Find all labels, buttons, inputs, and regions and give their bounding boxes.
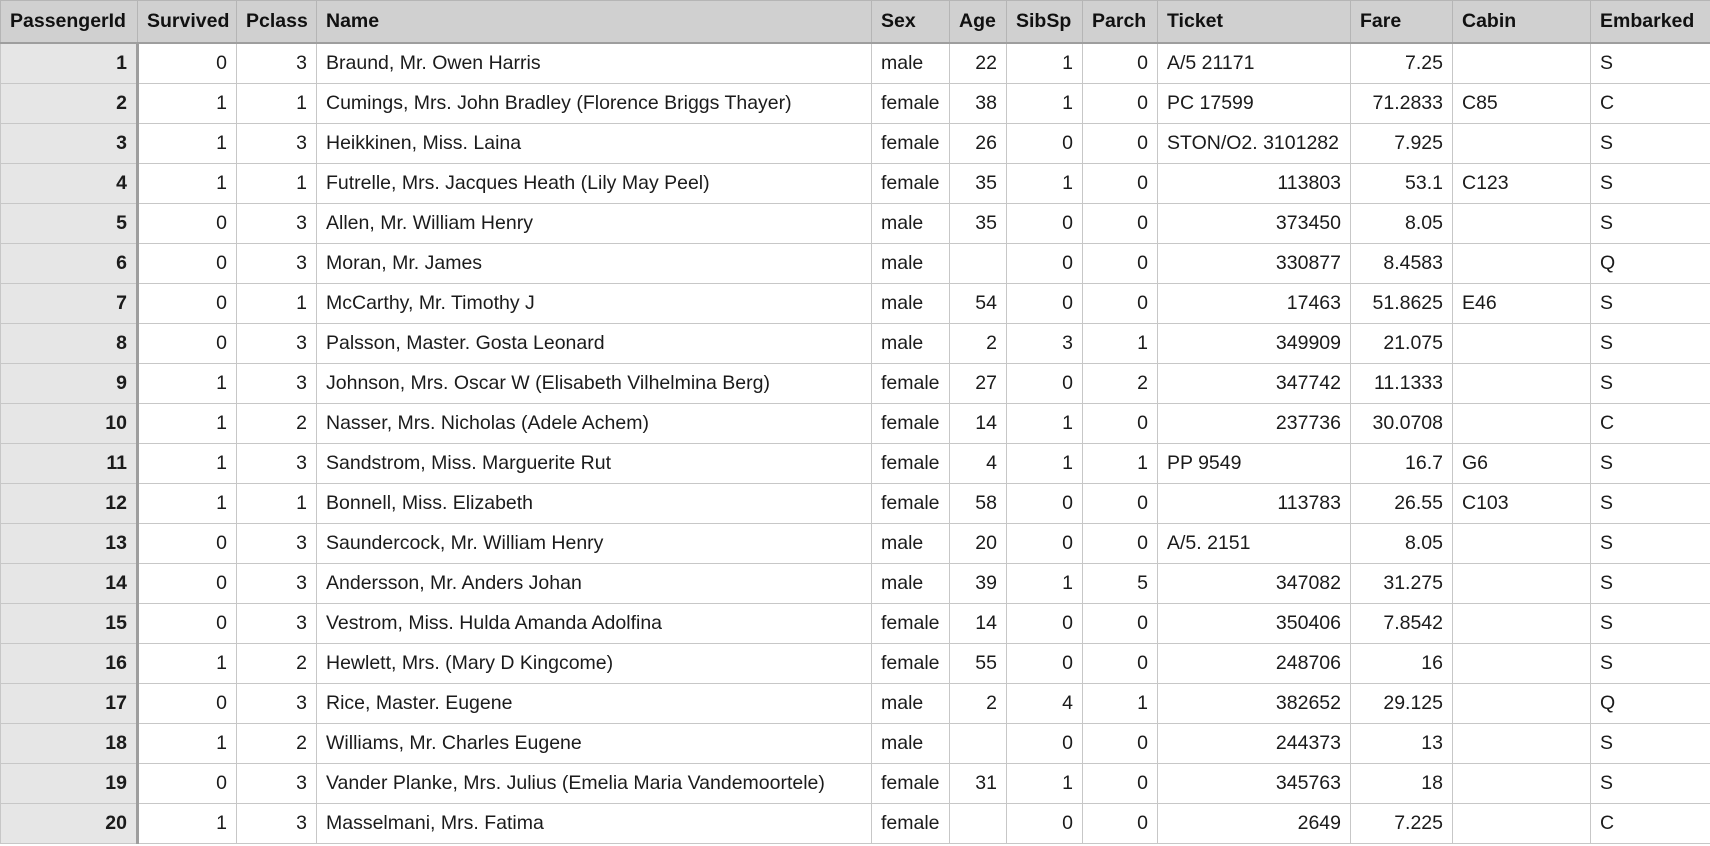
row-header-cell[interactable]: 6 <box>1 244 138 284</box>
cell-parch[interactable]: 0 <box>1083 484 1158 524</box>
cell-embarked[interactable]: S <box>1591 364 1710 404</box>
cell-fare[interactable]: 7.225 <box>1351 804 1453 844</box>
row-header-cell[interactable]: 13 <box>1 524 138 564</box>
cell-fare[interactable]: 30.0708 <box>1351 404 1453 444</box>
cell-parch[interactable]: 0 <box>1083 43 1158 84</box>
cell-sibsp[interactable]: 0 <box>1007 524 1083 564</box>
cell-embarked[interactable]: S <box>1591 724 1710 764</box>
cell-pclass[interactable]: 1 <box>237 284 317 324</box>
row-header-cell[interactable]: 7 <box>1 284 138 324</box>
table-row <box>1 604 1710 644</box>
cell-name[interactable]: Cumings, Mrs. John Bradley (Florence Briggs Thayer) <box>317 84 872 124</box>
cell-fare[interactable]: 8.05 <box>1351 524 1453 564</box>
table-row <box>1 204 1710 244</box>
cell-sex[interactable]: female <box>872 164 950 204</box>
cell-fare[interactable]: 7.925 <box>1351 124 1453 164</box>
table-row <box>1 684 1710 724</box>
cell-sex[interactable]: male <box>872 564 950 604</box>
cell-pclass[interactable]: 3 <box>237 43 317 84</box>
row-header-cell[interactable]: 10 <box>1 404 138 444</box>
cell-age[interactable] <box>950 244 1007 284</box>
cell-ticket[interactable]: 244373 <box>1158 724 1351 764</box>
cell-embarked[interactable]: Q <box>1591 244 1710 284</box>
cell-sex[interactable]: female <box>872 604 950 644</box>
cell-survived[interactable]: 1 <box>138 124 237 164</box>
cell-embarked[interactable]: S <box>1591 43 1710 84</box>
cell-pclass[interactable]: 3 <box>237 444 317 484</box>
cell-embarked[interactable]: S <box>1591 124 1710 164</box>
cell-survived[interactable]: 0 <box>138 564 237 604</box>
cell-fare[interactable]: 18 <box>1351 764 1453 804</box>
cell-sex[interactable]: female <box>872 484 950 524</box>
cell-fare[interactable]: 53.1 <box>1351 164 1453 204</box>
cell-sex[interactable]: male <box>872 324 950 364</box>
cell-sex[interactable]: male <box>872 524 950 564</box>
cell-name[interactable]: Vestrom, Miss. Hulda Amanda Adolfina <box>317 604 872 644</box>
cell-parch[interactable]: 0 <box>1083 84 1158 124</box>
cell-name[interactable]: Braund, Mr. Owen Harris <box>317 43 872 84</box>
row-header-cell[interactable]: 2 <box>1 84 138 124</box>
cell-cabin[interactable] <box>1453 324 1591 364</box>
cell-pclass[interactable]: 2 <box>237 644 317 684</box>
cell-cabin[interactable] <box>1453 604 1591 644</box>
cell-name[interactable]: Palsson, Master. Gosta Leonard <box>317 324 872 364</box>
row-header-cell[interactable]: 19 <box>1 764 138 804</box>
cell-age[interactable]: 55 <box>950 644 1007 684</box>
table-row <box>1 284 1710 324</box>
cell-age[interactable]: 20 <box>950 524 1007 564</box>
cell-sibsp[interactable]: 0 <box>1007 204 1083 244</box>
cell-sex[interactable]: female <box>872 84 950 124</box>
row-header-cell[interactable]: 16 <box>1 644 138 684</box>
cell-fare[interactable]: 8.4583 <box>1351 244 1453 284</box>
cell-age[interactable]: 2 <box>950 684 1007 724</box>
cell-cabin[interactable] <box>1453 564 1591 604</box>
cell-survived[interactable]: 0 <box>138 764 237 804</box>
cell-survived[interactable]: 1 <box>138 404 237 444</box>
cell-age[interactable]: 26 <box>950 124 1007 164</box>
table-row <box>1 124 1710 164</box>
row-header-cell[interactable]: 14 <box>1 564 138 604</box>
cell-parch[interactable]: 2 <box>1083 364 1158 404</box>
table-row <box>1 404 1710 444</box>
table-row <box>1 43 1710 84</box>
table-body <box>1 43 1710 844</box>
cell-ticket[interactable]: 113803 <box>1158 164 1351 204</box>
column-header-ticket[interactable]: Ticket <box>1158 1 1351 44</box>
cell-pclass[interactable]: 3 <box>237 564 317 604</box>
table-row <box>1 444 1710 484</box>
cell-cabin[interactable] <box>1453 43 1591 84</box>
cell-name[interactable]: Heikkinen, Miss. Laina <box>317 124 872 164</box>
cell-sex[interactable]: female <box>872 404 950 444</box>
cell-name[interactable]: Vander Planke, Mrs. Julius (Emelia Maria Vandemoortele) <box>317 764 872 804</box>
cell-embarked[interactable]: S <box>1591 444 1710 484</box>
cell-pclass[interactable]: 1 <box>237 164 317 204</box>
cell-ticket[interactable]: 248706 <box>1158 644 1351 684</box>
cell-fare[interactable]: 26.55 <box>1351 484 1453 524</box>
cell-cabin[interactable]: C85 <box>1453 84 1591 124</box>
cell-sex[interactable]: male <box>872 43 950 84</box>
cell-survived[interactable]: 0 <box>138 43 237 84</box>
cell-parch[interactable]: 5 <box>1083 564 1158 604</box>
cell-age[interactable]: 14 <box>950 604 1007 644</box>
cell-sex[interactable]: female <box>872 764 950 804</box>
cell-survived[interactable]: 0 <box>138 604 237 644</box>
cell-cabin[interactable] <box>1453 364 1591 404</box>
cell-pclass[interactable]: 3 <box>237 524 317 564</box>
cell-embarked[interactable]: S <box>1591 484 1710 524</box>
cell-sibsp[interactable]: 3 <box>1007 324 1083 364</box>
cell-name[interactable]: Saundercock, Mr. William Henry <box>317 524 872 564</box>
cell-sex[interactable]: male <box>872 684 950 724</box>
cell-parch[interactable]: 0 <box>1083 204 1158 244</box>
cell-cabin[interactable] <box>1453 724 1591 764</box>
cell-parch[interactable]: 0 <box>1083 124 1158 164</box>
cell-pclass[interactable]: 3 <box>237 124 317 164</box>
cell-ticket[interactable]: 373450 <box>1158 204 1351 244</box>
cell-sibsp[interactable]: 1 <box>1007 164 1083 204</box>
cell-fare[interactable]: 16 <box>1351 644 1453 684</box>
cell-pclass[interactable]: 3 <box>237 324 317 364</box>
cell-fare[interactable]: 29.125 <box>1351 684 1453 724</box>
cell-sibsp[interactable]: 1 <box>1007 84 1083 124</box>
cell-embarked[interactable]: S <box>1591 564 1710 604</box>
cell-pclass[interactable]: 2 <box>237 404 317 444</box>
cell-survived[interactable]: 1 <box>138 364 237 404</box>
header-row <box>1 1 1710 44</box>
cell-embarked[interactable]: S <box>1591 204 1710 244</box>
table-row <box>1 764 1710 804</box>
cell-survived[interactable]: 1 <box>138 444 237 484</box>
cell-survived[interactable]: 1 <box>138 84 237 124</box>
cell-embarked[interactable]: C <box>1591 804 1710 844</box>
cell-age[interactable] <box>950 724 1007 764</box>
cell-sex[interactable]: male <box>872 204 950 244</box>
cell-ticket[interactable]: PC 17599 <box>1158 84 1351 124</box>
cell-pclass[interactable]: 3 <box>237 684 317 724</box>
table-row <box>1 724 1710 764</box>
row-header-cell[interactable]: 17 <box>1 684 138 724</box>
column-header-sex[interactable]: Sex <box>872 1 950 44</box>
cell-name[interactable]: McCarthy, Mr. Timothy J <box>317 284 872 324</box>
cell-pclass[interactable]: 3 <box>237 604 317 644</box>
cell-sibsp[interactable]: 1 <box>1007 444 1083 484</box>
column-header-pclass[interactable]: Pclass <box>237 1 317 44</box>
cell-fare[interactable]: 31.275 <box>1351 564 1453 604</box>
cell-ticket[interactable]: STON/O2. 3101282 <box>1158 124 1351 164</box>
cell-pclass[interactable]: 3 <box>237 764 317 804</box>
cell-fare[interactable]: 71.2833 <box>1351 84 1453 124</box>
cell-sibsp[interactable]: 0 <box>1007 604 1083 644</box>
cell-ticket[interactable]: PP 9549 <box>1158 444 1351 484</box>
cell-name[interactable]: Allen, Mr. William Henry <box>317 204 872 244</box>
table-row <box>1 364 1710 404</box>
cell-pclass[interactable]: 3 <box>237 244 317 284</box>
cell-survived[interactable]: 0 <box>138 324 237 364</box>
cell-parch[interactable]: 1 <box>1083 444 1158 484</box>
cell-pclass[interactable]: 1 <box>237 84 317 124</box>
cell-embarked[interactable]: S <box>1591 324 1710 364</box>
cell-cabin[interactable] <box>1453 764 1591 804</box>
cell-survived[interactable]: 1 <box>138 724 237 764</box>
cell-ticket[interactable]: 347742 <box>1158 364 1351 404</box>
cell-survived[interactable]: 0 <box>138 204 237 244</box>
cell-survived[interactable]: 0 <box>138 244 237 284</box>
cell-sex[interactable]: male <box>872 724 950 764</box>
cell-name[interactable]: Sandstrom, Miss. Marguerite Rut <box>317 444 872 484</box>
cell-embarked[interactable]: S <box>1591 604 1710 644</box>
cell-sibsp[interactable]: 1 <box>1007 43 1083 84</box>
cell-embarked[interactable]: S <box>1591 524 1710 564</box>
column-header-sibsp[interactable]: SibSp <box>1007 1 1083 44</box>
cell-parch[interactable]: 0 <box>1083 164 1158 204</box>
table-row <box>1 644 1710 684</box>
cell-embarked[interactable]: C <box>1591 404 1710 444</box>
cell-embarked[interactable]: C <box>1591 84 1710 124</box>
cell-sibsp[interactable]: 0 <box>1007 484 1083 524</box>
column-header-name[interactable]: Name <box>317 1 872 44</box>
column-header-fare[interactable]: Fare <box>1351 1 1453 44</box>
cell-fare[interactable]: 7.8542 <box>1351 604 1453 644</box>
cell-embarked[interactable]: Q <box>1591 684 1710 724</box>
cell-name[interactable]: Hewlett, Mrs. (Mary D Kingcome) <box>317 644 872 684</box>
cell-cabin[interactable]: E46 <box>1453 284 1591 324</box>
cell-pclass[interactable]: 3 <box>237 364 317 404</box>
cell-name[interactable]: Futrelle, Mrs. Jacques Heath (Lily May Peel) <box>317 164 872 204</box>
cell-embarked[interactable]: S <box>1591 284 1710 324</box>
cell-cabin[interactable] <box>1453 804 1591 844</box>
table-row <box>1 84 1710 124</box>
cell-sibsp[interactable]: 4 <box>1007 684 1083 724</box>
cell-parch[interactable]: 1 <box>1083 324 1158 364</box>
table-row <box>1 564 1710 604</box>
cell-ticket[interactable]: 237736 <box>1158 404 1351 444</box>
row-header-cell[interactable]: 15 <box>1 604 138 644</box>
cell-ticket[interactable]: 2649 <box>1158 804 1351 844</box>
cell-parch[interactable]: 0 <box>1083 244 1158 284</box>
cell-age[interactable]: 58 <box>950 484 1007 524</box>
cell-pclass[interactable]: 2 <box>237 724 317 764</box>
cell-sibsp[interactable]: 0 <box>1007 644 1083 684</box>
cell-survived[interactable]: 0 <box>138 684 237 724</box>
cell-age[interactable]: 2 <box>950 324 1007 364</box>
cell-cabin[interactable] <box>1453 204 1591 244</box>
cell-sex[interactable]: male <box>872 284 950 324</box>
cell-age[interactable]: 14 <box>950 404 1007 444</box>
row-header-cell[interactable]: 9 <box>1 364 138 404</box>
cell-embarked[interactable]: S <box>1591 764 1710 804</box>
cell-parch[interactable]: 0 <box>1083 724 1158 764</box>
cell-name[interactable]: Johnson, Mrs. Oscar W (Elisabeth Vilhelmina Berg) <box>317 364 872 404</box>
cell-parch[interactable]: 0 <box>1083 804 1158 844</box>
cell-cabin[interactable]: C103 <box>1453 484 1591 524</box>
cell-cabin[interactable] <box>1453 244 1591 284</box>
row-header-cell[interactable]: 20 <box>1 804 138 844</box>
cell-sibsp[interactable]: 0 <box>1007 124 1083 164</box>
cell-cabin[interactable] <box>1453 404 1591 444</box>
cell-parch[interactable]: 0 <box>1083 404 1158 444</box>
cell-ticket[interactable]: 113783 <box>1158 484 1351 524</box>
cell-name[interactable]: Williams, Mr. Charles Eugene <box>317 724 872 764</box>
cell-parch[interactable]: 0 <box>1083 644 1158 684</box>
cell-pclass[interactable]: 1 <box>237 484 317 524</box>
cell-parch[interactable]: 0 <box>1083 284 1158 324</box>
cell-fare[interactable]: 51.8625 <box>1351 284 1453 324</box>
cell-name[interactable]: Masselmani, Mrs. Fatima <box>317 804 872 844</box>
cell-name[interactable]: Bonnell, Miss. Elizabeth <box>317 484 872 524</box>
cell-cabin[interactable] <box>1453 124 1591 164</box>
cell-sibsp[interactable]: 0 <box>1007 724 1083 764</box>
cell-survived[interactable]: 1 <box>138 164 237 204</box>
cell-sex[interactable]: female <box>872 124 950 164</box>
cell-sibsp[interactable]: 0 <box>1007 244 1083 284</box>
cell-cabin[interactable] <box>1453 684 1591 724</box>
row-header-cell[interactable]: 1 <box>1 43 138 84</box>
cell-embarked[interactable]: S <box>1591 644 1710 684</box>
cell-sex[interactable]: male <box>872 244 950 284</box>
table-row <box>1 244 1710 284</box>
table-row <box>1 484 1710 524</box>
row-header-cell[interactable]: 12 <box>1 484 138 524</box>
cell-embarked[interactable]: S <box>1591 164 1710 204</box>
cell-parch[interactable]: 0 <box>1083 764 1158 804</box>
cell-age[interactable]: 35 <box>950 164 1007 204</box>
table-row <box>1 164 1710 204</box>
cell-ticket[interactable]: A/5 21171 <box>1158 43 1351 84</box>
table-row <box>1 524 1710 564</box>
cell-sex[interactable]: female <box>872 804 950 844</box>
cell-fare[interactable]: 8.05 <box>1351 204 1453 244</box>
cell-sibsp[interactable]: 1 <box>1007 564 1083 604</box>
cell-age[interactable] <box>950 804 1007 844</box>
row-header-cell[interactable]: 3 <box>1 124 138 164</box>
cell-sibsp[interactable]: 1 <box>1007 764 1083 804</box>
cell-sibsp[interactable]: 0 <box>1007 284 1083 324</box>
row-header-cell[interactable]: 11 <box>1 444 138 484</box>
cell-survived[interactable]: 1 <box>138 484 237 524</box>
cell-age[interactable]: 35 <box>950 204 1007 244</box>
table-row <box>1 804 1710 844</box>
cell-fare[interactable]: 13 <box>1351 724 1453 764</box>
column-header-embarked[interactable]: Embarked <box>1591 1 1710 44</box>
cell-sibsp[interactable]: 0 <box>1007 364 1083 404</box>
cell-age[interactable]: 38 <box>950 84 1007 124</box>
cell-ticket[interactable]: 382652 <box>1158 684 1351 724</box>
cell-name[interactable]: Andersson, Mr. Anders Johan <box>317 564 872 604</box>
cell-pclass[interactable]: 3 <box>237 804 317 844</box>
column-header-survived[interactable]: Survived <box>138 1 237 44</box>
row-header-cell[interactable]: 4 <box>1 164 138 204</box>
cell-ticket[interactable]: A/5. 2151 <box>1158 524 1351 564</box>
cell-fare[interactable]: 21.075 <box>1351 324 1453 364</box>
cell-survived[interactable]: 0 <box>138 284 237 324</box>
cell-sibsp[interactable]: 0 <box>1007 804 1083 844</box>
column-header-age[interactable]: Age <box>950 1 1007 44</box>
cell-age[interactable]: 39 <box>950 564 1007 604</box>
cell-parch[interactable]: 0 <box>1083 524 1158 564</box>
cell-name[interactable]: Moran, Mr. James <box>317 244 872 284</box>
cell-age[interactable]: 31 <box>950 764 1007 804</box>
table-row <box>1 324 1710 364</box>
cell-survived[interactable]: 0 <box>138 524 237 564</box>
cell-name[interactable]: Nasser, Mrs. Nicholas (Adele Achem) <box>317 404 872 444</box>
cell-ticket[interactable]: 17463 <box>1158 284 1351 324</box>
cell-ticket[interactable]: 350406 <box>1158 604 1351 644</box>
cell-fare[interactable]: 7.25 <box>1351 43 1453 84</box>
cell-age[interactable]: 27 <box>950 364 1007 404</box>
cell-name[interactable]: Rice, Master. Eugene <box>317 684 872 724</box>
cell-cabin[interactable]: G6 <box>1453 444 1591 484</box>
cell-sex[interactable]: female <box>872 644 950 684</box>
cell-age[interactable]: 4 <box>950 444 1007 484</box>
cell-parch[interactable]: 1 <box>1083 684 1158 724</box>
cell-ticket[interactable]: 330877 <box>1158 244 1351 284</box>
column-header-parch[interactable]: Parch <box>1083 1 1158 44</box>
cell-sibsp[interactable]: 1 <box>1007 404 1083 444</box>
cell-age[interactable]: 22 <box>950 43 1007 84</box>
cell-ticket[interactable]: 349909 <box>1158 324 1351 364</box>
cell-survived[interactable]: 1 <box>138 804 237 844</box>
cell-age[interactable]: 54 <box>950 284 1007 324</box>
cell-fare[interactable]: 16.7 <box>1351 444 1453 484</box>
cell-cabin[interactable]: C123 <box>1453 164 1591 204</box>
cell-sex[interactable]: female <box>872 364 950 404</box>
cell-survived[interactable]: 1 <box>138 644 237 684</box>
column-header-passengerid[interactable]: PassengerId <box>1 1 138 44</box>
cell-cabin[interactable] <box>1453 644 1591 684</box>
cell-pclass[interactable]: 3 <box>237 204 317 244</box>
cell-parch[interactable]: 0 <box>1083 604 1158 644</box>
row-header-cell[interactable]: 18 <box>1 724 138 764</box>
cell-ticket[interactable]: 347082 <box>1158 564 1351 604</box>
cell-fare[interactable]: 11.1333 <box>1351 364 1453 404</box>
row-header-cell[interactable]: 8 <box>1 324 138 364</box>
row-header-cell[interactable]: 5 <box>1 204 138 244</box>
cell-cabin[interactable] <box>1453 524 1591 564</box>
cell-ticket[interactable]: 345763 <box>1158 764 1351 804</box>
column-header-cabin[interactable]: Cabin <box>1453 1 1591 44</box>
cell-sex[interactable]: female <box>872 444 950 484</box>
